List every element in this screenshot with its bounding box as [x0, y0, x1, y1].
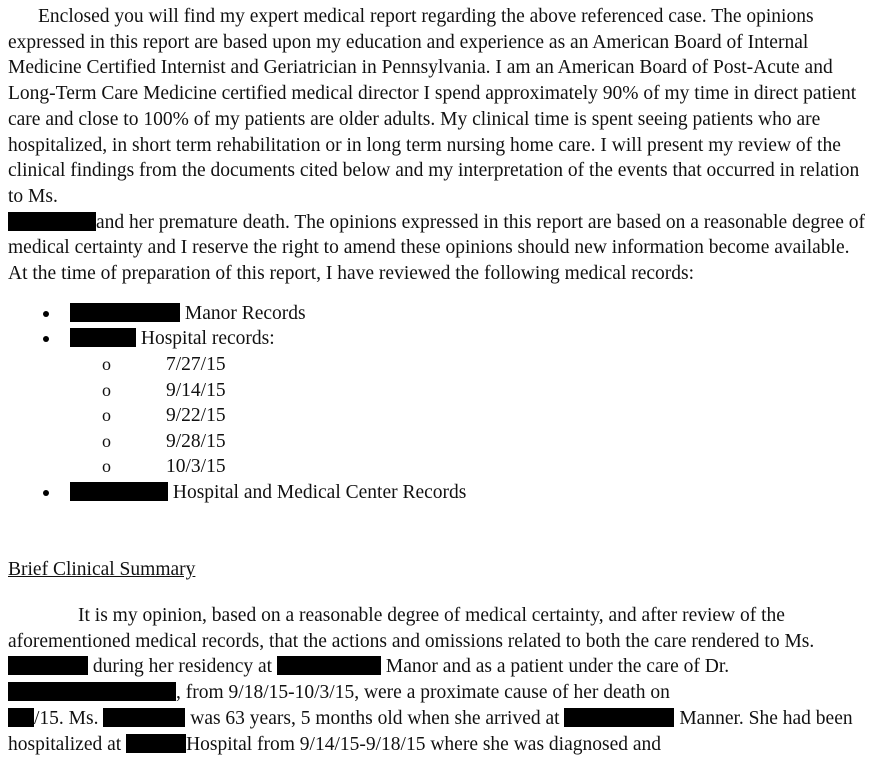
record-label: Manor Records — [184, 302, 306, 324]
redacted-name — [103, 708, 185, 727]
circle-bullet-icon: o — [102, 456, 111, 477]
list-item — [8, 480, 868, 506]
list-item — [70, 352, 868, 378]
record-label: Hospital records: — [140, 328, 275, 350]
redacted-date — [8, 708, 34, 727]
redacted-doctor — [8, 682, 176, 701]
record-date: 9/22/15 — [166, 405, 226, 427]
summary-paragraph — [8, 603, 868, 757]
summary-text: /15. Ms. — [34, 707, 99, 729]
summary-text: was 63 years, 5 months old when she arrived at — [190, 707, 560, 729]
record-date: 9/14/15 — [166, 379, 226, 401]
circle-bullet-icon: o — [102, 379, 111, 400]
summary-text: during her residency at — [92, 656, 273, 678]
redacted-facility — [70, 303, 180, 322]
list-item — [70, 403, 868, 429]
list-item — [8, 301, 868, 327]
redacted-facility — [277, 656, 381, 675]
summary-text: Hospital from 9/14/15-9/18/15 where she was diagnosed and — [186, 733, 662, 755]
record-date: 7/27/15 — [166, 354, 226, 376]
circle-bullet-icon: o — [102, 430, 111, 451]
record-date: 10/3/15 — [166, 456, 226, 478]
summary-text: It is my opinion, based on a reasonable degree of medical certainty, and after review of the aforementioned medical records, that the actions and omissions related to both the care rendered to Ms. — [8, 605, 815, 652]
redacted-name — [8, 212, 96, 231]
intro-text-part1: Enclosed you will find my expert medical report regarding the above referenced case. The opinions expressed in this report are based upon my education and experience as an American Board of Internal Medicine Certified Internist and Geriatrician in Pennsylvania. I am an American Board of Post-Acute and Long-Term Care Medicine certified medical director I spend approximately 90% of my time in direct patient care and close to 100% of my patients are older adults. My clinical time is spent seeing patients who are hospitalized, in short term rehabilitation or in long term nursing home care. I will present my review of the clinical findings from the documents cited below and my interpretation of the events that occurred in relation to Ms. — [8, 6, 860, 207]
record-label: Hospital and Medical Center Records — [172, 481, 467, 503]
circle-bullet-icon: o — [102, 405, 111, 426]
redacted-name — [8, 656, 88, 675]
records-list — [8, 301, 868, 506]
bullet-icon — [43, 336, 49, 342]
redacted-facility — [564, 708, 674, 727]
redacted-facility — [70, 328, 136, 347]
intro-text-part2: and her premature death. The opinions expressed in this report are based on a reasonable degree of medical certainty and I reserve the right to amend these opinions should new information become available. At the time of preparation of this report, I have reviewed the following medical records: — [8, 211, 866, 285]
section-heading: Brief Clinical Summary — [8, 559, 196, 581]
dates-list — [70, 352, 868, 480]
summary-text: Manor and as a patient under the care of Dr. — [385, 656, 730, 678]
bullet-icon — [43, 311, 49, 317]
circle-bullet-icon: o — [102, 354, 111, 375]
redacted-hospital — [126, 734, 186, 753]
list-item — [70, 429, 868, 455]
summary-text: Manner. She had been hospitalized at — [8, 707, 853, 755]
intro-paragraph — [8, 4, 868, 287]
list-item — [8, 326, 868, 479]
list-item — [70, 454, 868, 480]
redacted-facility — [70, 482, 168, 501]
report-page — [8, 4, 868, 757]
list-item — [70, 378, 868, 404]
record-date: 9/28/15 — [166, 430, 226, 452]
summary-text: , from 9/18/15-10/3/15, were a proximate cause of her death on — [176, 682, 670, 704]
bullet-icon — [43, 490, 49, 496]
